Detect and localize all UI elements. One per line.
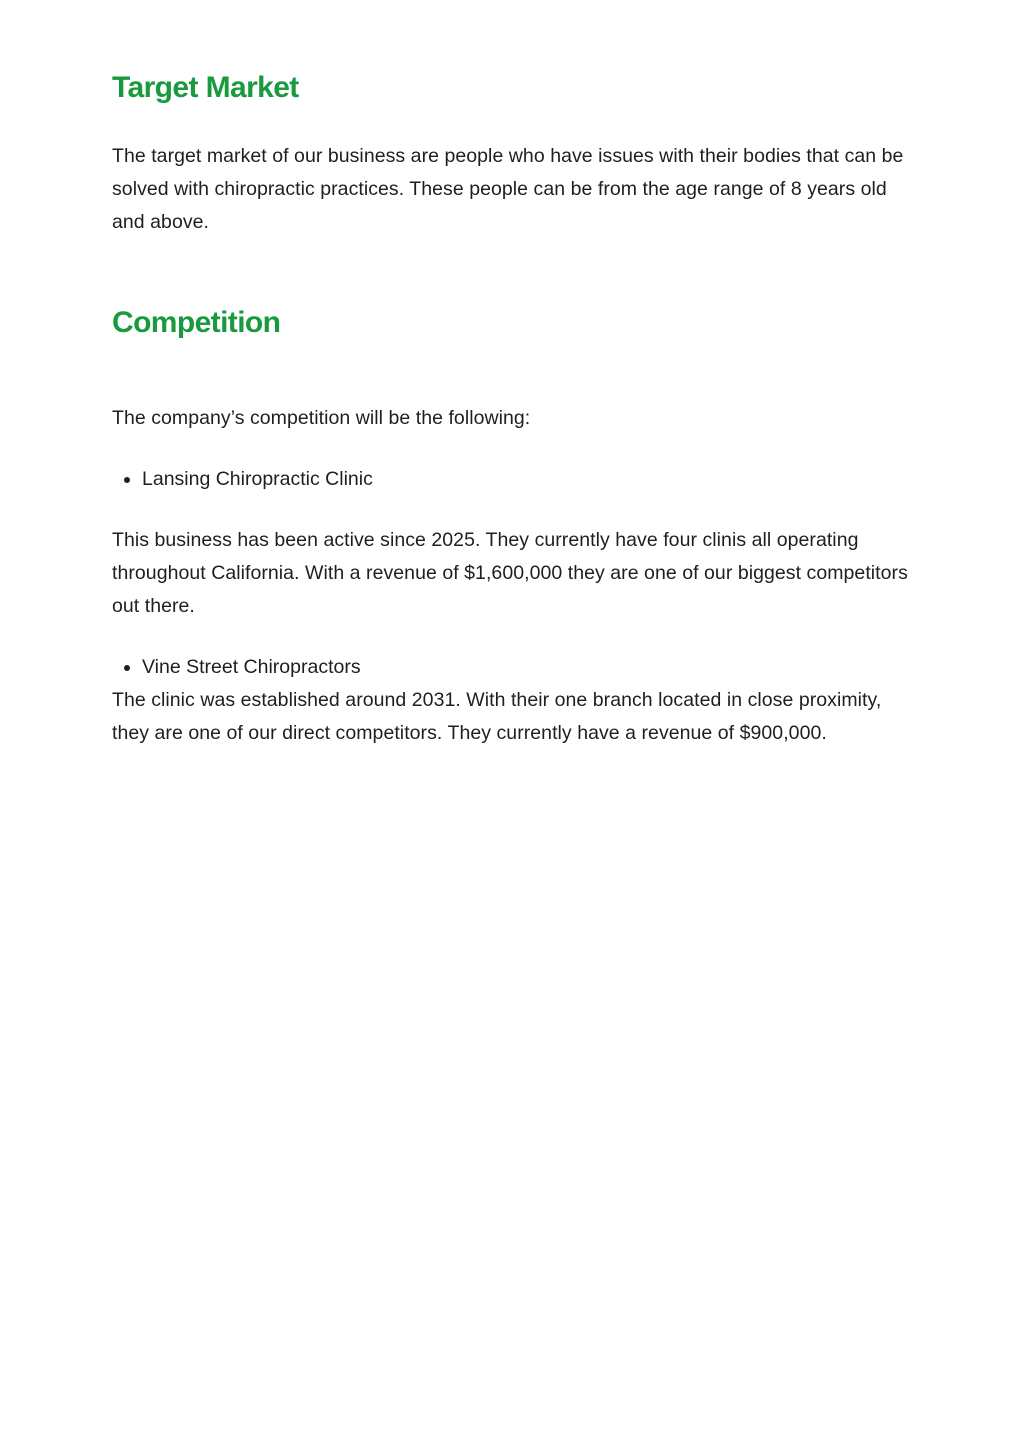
- competition-heading: Competition: [112, 306, 281, 339]
- competitor-name: Lansing Chiropractic Clinic: [142, 468, 373, 490]
- target-market-paragraph: The target market of our business are people who have issues with their bodies that can be solved with chiropractic practices. These people can be from the age range of 8 years old and above.: [112, 145, 904, 233]
- bullet-dot-icon: [124, 477, 130, 483]
- list-item: [112, 651, 361, 684]
- competitor-list-2: [112, 651, 361, 684]
- competitor-name: Vine Street Chiropractors: [142, 656, 361, 678]
- list-item: [112, 463, 373, 496]
- competitor-list-1: [112, 463, 373, 496]
- competition-intro: The company’s competition will be the following:: [112, 407, 531, 429]
- bullet-dot-icon: [124, 665, 130, 671]
- competitor-description: The clinic was established around 2031. With their one branch located in close proximity, they are one of our direct competitors. They currently have a revenue of $900,000.: [112, 689, 882, 744]
- competitor-description: This business has been active since 2025. They currently have four clinis all operating throughout California. With a revenue of $1,600,000 they are one of our biggest competitors out there.: [112, 529, 908, 617]
- target-market-heading: Target Market: [112, 71, 299, 104]
